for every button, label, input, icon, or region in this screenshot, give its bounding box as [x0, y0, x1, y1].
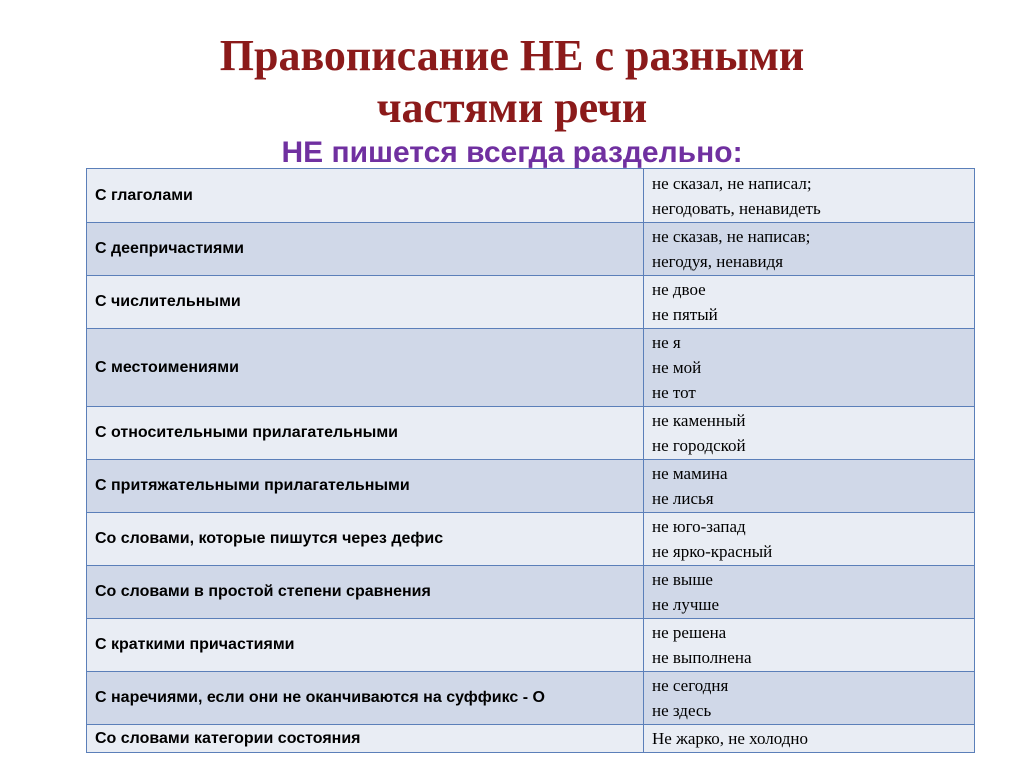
table-row [87, 223, 975, 276]
example-line: не лучше [652, 595, 720, 614]
example-line: не сегодня [652, 676, 729, 695]
example-line: не решена [652, 623, 727, 642]
example-line: не пятый [652, 305, 718, 324]
title-line-2: частями речи [376, 83, 648, 132]
title-line-1: Правописание НЕ с разными [219, 31, 805, 80]
table-row [87, 672, 975, 725]
example-line: не выполнена [652, 648, 752, 667]
subtitle: НЕ пишется всегда раздельно: [281, 136, 743, 169]
example-line: не мамина [652, 464, 728, 483]
example-line: не городской [652, 436, 746, 455]
part-of-speech-cell: С относительными прилагательными [87, 407, 644, 460]
example-line: не юго-запад [652, 517, 746, 536]
rules-table [86, 168, 975, 753]
examples-cell [644, 223, 975, 276]
part-of-speech-cell: С деепричастиями [87, 223, 644, 276]
example-line: не лисья [652, 489, 714, 508]
example-line: негодуя, ненавидя [652, 252, 784, 271]
example-line: не я [652, 333, 681, 352]
example-line: не выше [652, 570, 713, 589]
table-row [87, 460, 975, 513]
part-of-speech-cell: С местоимениями [87, 329, 644, 407]
part-of-speech-cell: Со словами, которые пишутся через дефис [87, 513, 644, 566]
part-of-speech-cell: Со словами в простой степени сравнения [87, 566, 644, 619]
examples-cell [644, 725, 975, 753]
page-title [0, 30, 1024, 134]
table-row [87, 169, 975, 223]
table-row [87, 407, 975, 460]
examples-cell [644, 619, 975, 672]
examples-cell [644, 329, 975, 407]
table-row [87, 329, 975, 407]
part-of-speech-cell: С притяжательными прилагательными [87, 460, 644, 513]
example-line: не каменный [652, 411, 746, 430]
examples-cell [644, 460, 975, 513]
table-row [87, 276, 975, 329]
example-line: не двое [652, 280, 706, 299]
examples-cell [644, 169, 975, 223]
table-row [87, 725, 975, 753]
examples-cell [644, 276, 975, 329]
example-line: Не жарко, не холодно [652, 729, 809, 748]
example-line: не сказал, не написал; [652, 173, 812, 193]
part-of-speech-cell: Со словами категории состояния [87, 725, 644, 753]
part-of-speech-cell: С глаголами [87, 169, 644, 223]
example-line: не сказав, не написав; [652, 227, 811, 246]
rules-table-body [87, 169, 975, 753]
part-of-speech-cell: С краткими причастиями [87, 619, 644, 672]
table-row [87, 513, 975, 566]
example-line: не здесь [652, 701, 712, 720]
example-line: не мой [652, 358, 702, 377]
example-line: не тот [652, 383, 696, 402]
table-row [87, 566, 975, 619]
part-of-speech-cell: С числительными [87, 276, 644, 329]
examples-cell [644, 566, 975, 619]
examples-cell [644, 672, 975, 725]
part-of-speech-cell: С наречиями, если они не оканчиваются на суффикс - О [87, 672, 644, 725]
examples-cell [644, 407, 975, 460]
example-line: не ярко-красный [652, 542, 773, 561]
examples-cell [644, 513, 975, 566]
table-row [87, 619, 975, 672]
example-line: негодовать, ненавидеть [652, 198, 821, 218]
